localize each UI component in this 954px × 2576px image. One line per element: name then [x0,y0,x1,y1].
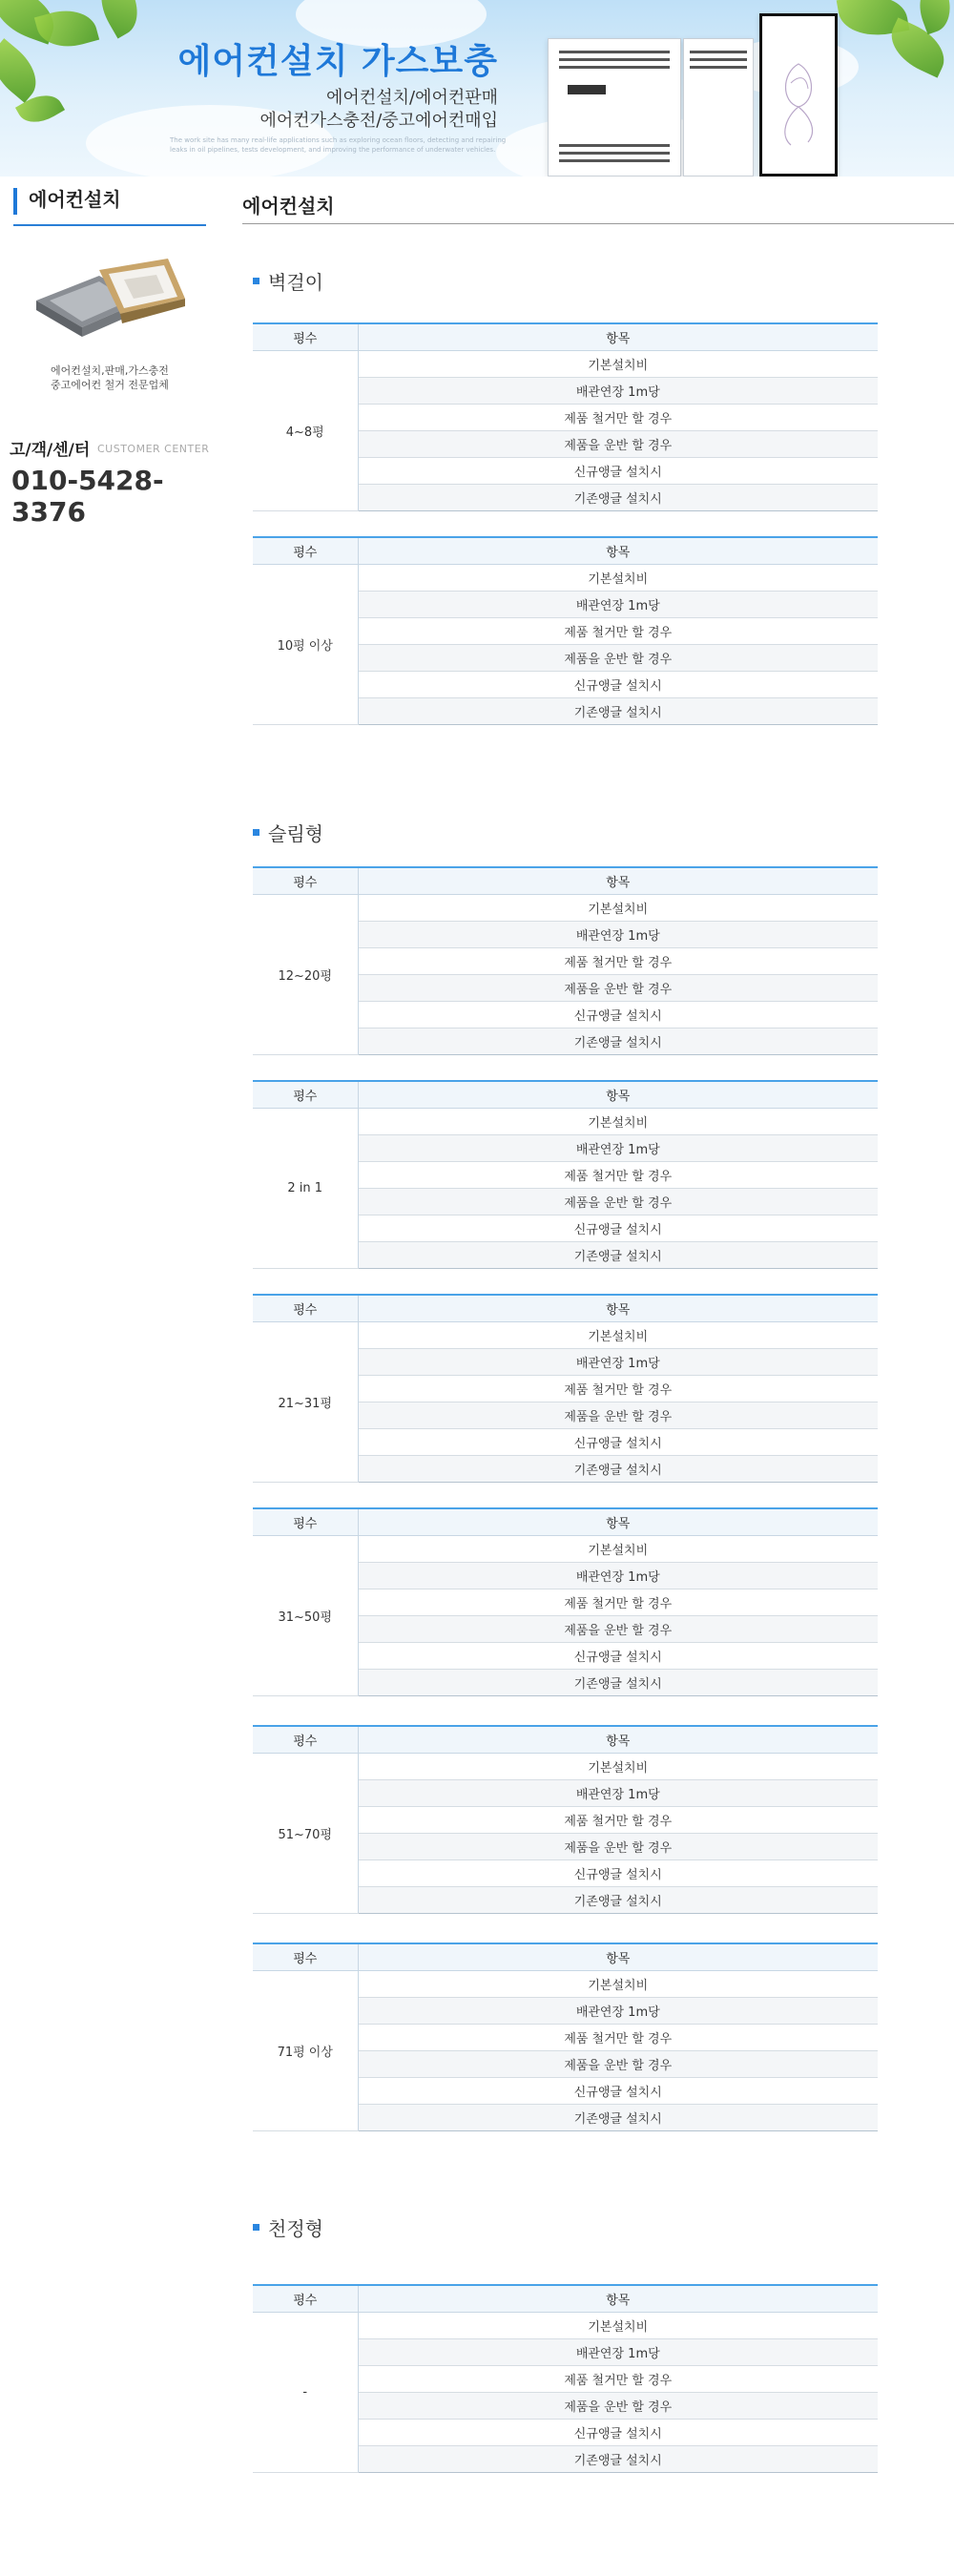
column-header-size: 평수 [253,2285,358,2312]
item-cell: 기본설치비 [358,564,878,591]
section-title: 슬림형 [253,819,323,846]
table-row [253,1753,878,1779]
item-cell: 제품을 운반 할 경우 [358,430,878,457]
item-cell: 제품을 운반 할 경우 [358,974,878,1001]
item-cell: 제품 철거만 할 경우 [358,404,878,430]
item-cell: 신규앵글 설치시 [358,1859,878,1886]
item-cell: 배관연장 1m당 [358,1134,878,1161]
column-header-size: 평수 [253,1295,358,1321]
table-header-row [253,2285,878,2312]
item-cell: 제품 철거만 할 경우 [358,1589,878,1615]
column-header-item: 항목 [358,1508,878,1535]
column-header-item: 항목 [358,1726,878,1753]
item-cell: 신규앵글 설치시 [358,1001,878,1028]
item-cell: 신규앵글 설치시 [358,2077,878,2104]
price-table [253,1942,878,2131]
item-cell: 배관연장 1m당 [358,2338,878,2365]
table-header-row [253,867,878,894]
table-row [253,894,878,921]
item-cell: 신규앵글 설치시 [358,1215,878,1241]
item-cell: 제품 철거만 할 경우 [358,2365,878,2392]
item-cell: 배관연장 1m당 [358,591,878,617]
item-cell: 기존앵글 설치시 [358,1241,878,1268]
aircon-unit-image [548,38,681,177]
item-cell: 배관연장 1m당 [358,377,878,404]
sidebar-caption-line: 에어컨설치,판매,가스충전 [51,364,169,377]
price-table [253,536,878,725]
column-header-size: 평수 [253,1081,358,1108]
size-cell: 21~31평 [253,1321,358,1482]
item-cell: 배관연장 1m당 [358,1348,878,1375]
sidebar-caption-line: 중고에어컨 철거 전문업체 [51,379,169,391]
sidebar-caption [19,364,200,392]
item-cell: 기본설치비 [358,350,878,377]
price-table [253,2284,878,2473]
column-header-size: 평수 [253,867,358,894]
item-cell: 제품을 운반 할 경우 [358,1402,878,1428]
customer-center-en: CUSTOMER CENTER [97,443,210,455]
item-cell: 기존앵글 설치시 [358,1028,878,1054]
size-cell: 2 in 1 [253,1108,358,1268]
table-row [253,1321,878,1348]
table-row [253,1970,878,1997]
price-table [253,1725,878,1914]
item-cell: 기본설치비 [358,2312,878,2338]
column-header-item: 항목 [358,867,878,894]
size-cell: 51~70평 [253,1753,358,1913]
price-table [253,866,878,1055]
section-title: 벽걸이 [253,267,323,295]
item-cell: 제품 철거만 할 경우 [358,947,878,974]
size-cell: - [253,2312,358,2472]
leaf-icon [90,0,150,38]
item-cell: 기본설치비 [358,1535,878,1562]
item-cell: 기존앵글 설치시 [358,697,878,724]
item-cell: 기존앵글 설치시 [358,2445,878,2472]
table-row [253,350,878,377]
item-cell: 신규앵글 설치시 [358,1428,878,1455]
aircon-unit-image [683,38,754,177]
aircon-unit-image [759,13,838,177]
banner-subtitle: 에어컨가스충전/중고에어컨매입 [259,111,498,131]
item-cell: 제품 철거만 할 경우 [358,2024,878,2050]
item-cell: 제품 철거만 할 경우 [358,617,878,644]
table-row [253,1108,878,1134]
item-cell: 배관연장 1m당 [358,921,878,947]
size-cell: 71평 이상 [253,1970,358,2130]
item-cell: 기본설치비 [358,1753,878,1779]
item-cell: 신규앵글 설치시 [358,671,878,697]
item-cell: 제품 철거만 할 경우 [358,1806,878,1833]
table-row [253,564,878,591]
item-cell: 제품을 운반 할 경우 [358,1188,878,1215]
column-header-size: 평수 [253,1943,358,1970]
column-header-item: 항목 [358,537,878,564]
item-cell: 제품 철거만 할 경우 [358,1161,878,1188]
table-row [253,1535,878,1562]
item-cell: 제품을 운반 할 경우 [358,1833,878,1859]
size-cell: 10평 이상 [253,564,358,724]
table-header-row [253,1726,878,1753]
table-header-row [253,1295,878,1321]
sidebar-divider [13,224,206,226]
price-table [253,1080,878,1269]
column-header-size: 평수 [253,1726,358,1753]
column-header-item: 항목 [358,1943,878,1970]
item-cell: 제품을 운반 할 경우 [358,2050,878,2077]
header-banner [0,0,954,177]
table-header-row [253,537,878,564]
item-cell: 제품을 운반 할 경우 [358,644,878,671]
item-cell: 기존앵글 설치시 [358,1455,878,1482]
page-title: 에어컨설치 [242,195,335,218]
table-header-row [253,323,878,350]
banner-subtitle: 에어컨설치/에어컨판매 [326,88,498,108]
item-cell: 기본설치비 [358,1970,878,1997]
size-cell: 4~8평 [253,350,358,510]
item-cell: 기본설치비 [358,1108,878,1134]
price-table [253,322,878,511]
column-header-size: 평수 [253,537,358,564]
column-header-size: 평수 [253,323,358,350]
customer-center-label: 고/객/센/터 [10,441,91,460]
item-cell: 제품 철거만 할 경우 [358,1375,878,1402]
item-cell: 신규앵글 설치시 [358,2419,878,2445]
item-cell: 기존앵글 설치시 [358,1886,878,1913]
column-header-item: 항목 [358,2285,878,2312]
phone-number[interactable]: 010-5428-3376 [11,465,164,528]
table-header-row [253,1081,878,1108]
item-cell: 제품을 운반 할 경우 [358,2392,878,2419]
table-row [253,2312,878,2338]
size-cell: 31~50평 [253,1535,358,1695]
price-table [253,1507,878,1696]
item-cell: 기본설치비 [358,894,878,921]
ceiling-aircon-product-image [29,241,191,356]
item-cell: 기본설치비 [358,1321,878,1348]
item-cell: 배관연장 1m당 [358,1562,878,1589]
column-header-item: 항목 [358,1295,878,1321]
item-cell: 제품을 운반 할 경우 [358,1615,878,1642]
item-cell: 신규앵글 설치시 [358,457,878,484]
item-cell: 신규앵글 설치시 [358,1642,878,1669]
item-cell: 배관연장 1m당 [358,1779,878,1806]
column-header-item: 항목 [358,323,878,350]
price-table [253,1294,878,1483]
item-cell: 기존앵글 설치시 [358,484,878,510]
size-cell: 12~20평 [253,894,358,1054]
sidebar-heading: 에어컨설치 [13,188,121,215]
item-cell: 배관연장 1m당 [358,1997,878,2024]
banner-title: 에어컨설치 가스보충 [177,42,498,81]
item-cell: 기존앵글 설치시 [358,1669,878,1695]
banner-description: The work site has many real-life applications such as exploring ocean floors, detecting and repairing leaks in oil pipelines, tests development, and improving the performance of underwater vehicles. [170,136,507,154]
column-header-size: 평수 [253,1508,358,1535]
section-title: 천정형 [253,2213,323,2241]
table-header-row [253,1943,878,1970]
column-header-item: 항목 [358,1081,878,1108]
item-cell: 기존앵글 설치시 [358,2104,878,2130]
title-divider [242,223,954,224]
table-header-row [253,1508,878,1535]
